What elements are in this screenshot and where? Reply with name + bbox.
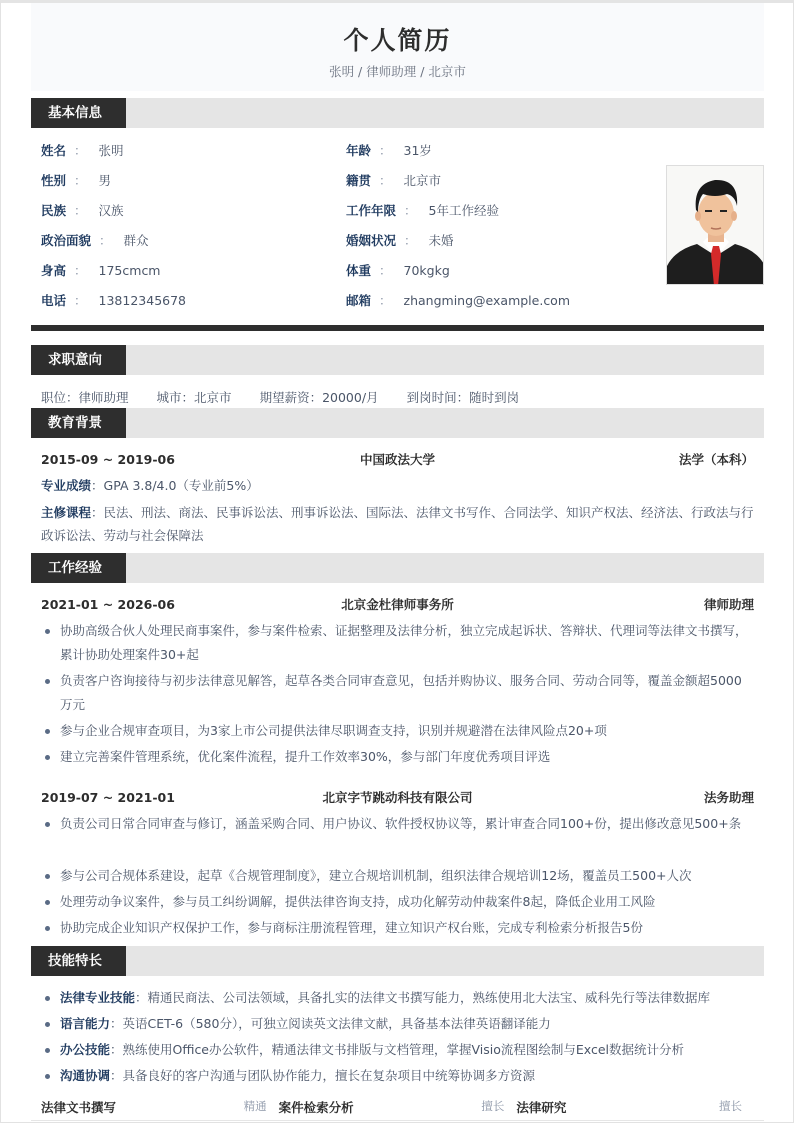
info-hometown: 籍贯 ： 北京市 [346,170,651,200]
list-item: 沟通协调：具备良好的客户沟通与团队协作能力，擅长在复杂项目中统筹协调多方资源 [41,1064,754,1088]
info-value: 5年工作经验 [428,203,499,218]
section-title: 基本信息 [31,98,126,128]
info-value: 群众 [123,233,149,248]
info-label: 邮箱 [346,293,372,308]
list-item: 建立完善案件管理系统，优化案件流程，提升工作效率30%，参与部门年度优秀项目评选 [41,745,754,769]
intent-salary: 期望薪资：20000/月 [259,390,379,405]
skill-name: 法律研究 [516,1100,567,1115]
work-period: 2021-01 ~ 2026-06 [41,597,175,612]
info-label: 体重 [346,263,372,278]
list-item: 协助高级合伙人处理民商事案件，参与案件检索、证据整理及法律分析，独立完成起诉状、答辩状、代理词等法律文书撰写，累计协助处理案件30+起 [41,619,754,667]
skill-level-item [41,1098,279,1116]
education-entry [41,449,754,547]
resume-header [31,3,764,91]
info-label: 政治面貌 [41,233,92,248]
list-item: 语言能力：英语CET-6（580分），可独立阅读英文法律文献，具备基本法律英语翻译能力 [41,1012,754,1036]
work-entry [41,787,754,940]
education-header [41,449,754,471]
intent-availability: 到岗时间：随时到岗 [406,390,520,405]
info-label: 民族 [41,203,67,218]
info-weight: 体重 ： 70kgkg [346,260,651,290]
intent-position: 职位：律师助理 [41,390,129,405]
info-height: 身高 ： 175cmcm [41,260,346,290]
work-title: 律师助理 [703,597,754,612]
work-bullets [41,812,754,940]
info-value: 未婚 [428,233,454,248]
work-header [41,787,754,809]
info-row [41,200,661,230]
section-title: 工作经验 [31,553,126,583]
education-degree: 法学（本科） [678,452,754,467]
resume-page [31,0,764,1115]
basic-info-grid [41,140,661,320]
list-item: 处理劳动争议案件，参与员工纠纷调解，提供法律咨询支持，成功化解劳动仲裁案件8起，降低企业用工风险 [41,890,754,914]
info-phone: 电话 ： 13812345678 [41,290,346,320]
skill-level: 精通 [243,1099,267,1113]
work-entry [41,594,754,769]
list-item: 参与企业合规审查项目，为3家上市公司提供法律尽职调查支持，识别并规避潜在法律风险点20+项 [41,719,754,743]
section-job-intent [31,345,764,375]
info-gender: 性别 ： 男 [41,170,346,200]
work-bullets [41,619,754,769]
info-row [41,170,661,200]
info-value: 男 [98,173,112,188]
info-value: 175cmcm [98,263,161,278]
info-label: 年龄 [346,143,372,158]
info-value: 北京市 [403,173,442,188]
section-skills [31,946,764,976]
info-value: 13812345678 [98,293,187,308]
info-label: 性别 [41,173,67,188]
work-company: 北京金杜律师事务所 [341,597,454,612]
info-value: 31岁 [403,143,432,158]
skills-list [41,986,754,1088]
list-item: 办公技能：熟练使用Office办公软件，精通法律文书排版与文档管理，掌握Visio流程图绘制与Excel数据统计分析 [41,1038,754,1062]
section-title: 求职意向 [31,345,126,375]
intent-city: 城市：北京市 [156,390,232,405]
info-value: zhangming@example.com [403,293,571,308]
info-ethnicity: 民族 ： 汉族 [41,200,346,230]
divider [31,1120,764,1121]
page-subtitle: 张明 / 律师助理 / 北京市 [329,64,466,79]
list-item: 法律专业技能：精通民商法、公司法领域，具备扎实的法律文书撰写能力，熟练使用北大法宝、威科先行等法律数据库 [41,986,754,1010]
info-row [41,260,661,290]
work-period: 2019-07 ~ 2021-01 [41,790,175,805]
info-row [41,230,661,260]
section-work-experience [31,553,764,583]
education-period: 2015-09 ~ 2019-06 [41,452,175,467]
list-item: 参与公司合规体系建设，起草《合规管理制度》，建立合规培训机制，组织法律合规培训12场，覆盖员工500+人次 [41,864,754,888]
info-political: 政治面貌 ： 群众 [41,230,346,260]
info-name: 姓名 ： 张明 [41,140,346,170]
list-item: 负责公司日常合同审查与修订，涵盖采购合同、用户协议、软件授权协议等，累计审查合同100+份，提出修改意见500+条 [41,812,754,862]
section-education [31,408,764,438]
info-label: 工作年限 [346,203,397,218]
education-gpa: 专业成绩：GPA 3.8/4.0（专业前5%） [41,478,259,493]
skill-bullets [41,986,754,1088]
skill-name: 案件检索分析 [278,1100,354,1115]
skill-level: 擅长 [481,1099,505,1113]
education-courses: 主修课程：民法、刑法、商法、民事诉讼法、刑事诉讼法、国际法、法律文书写作、合同法学、知识产权法、经济法、行政法与行政诉讼法、劳动与社会保障法 [41,505,754,543]
list-item: 协助完成企业知识产权保护工作，参与商标注册流程管理，建立知识产权台账，完成专利检索分析报告5份 [41,916,754,940]
skill-level: 擅长 [719,1099,743,1113]
skill-levels [41,1098,754,1116]
section-divider [31,325,764,331]
work-company: 北京字节跳动科技有限公司 [322,790,473,805]
info-value: 汉族 [98,203,124,218]
info-row [41,140,661,170]
info-label: 籍贯 [346,173,372,188]
job-intent-row [41,388,519,406]
info-work-years: 工作年限 ： 5年工作经验 [346,200,651,230]
skill-level-item [516,1098,754,1116]
education-school: 中国政法大学 [359,452,436,467]
page-title: 个人简历 [343,26,452,55]
info-label: 婚姻状况 [346,233,397,248]
section-title: 教育背景 [31,408,126,438]
info-label: 身高 [41,263,67,278]
info-age: 年龄 ： 31岁 [346,140,651,170]
work-title: 法务助理 [703,790,754,805]
info-value: 张明 [98,143,124,158]
work-header [41,594,754,616]
info-value: 70kgkg [403,263,450,278]
skill-level-item [279,1098,517,1116]
info-email: 邮箱 ： zhangming@example.com [346,290,651,320]
info-marital: 婚姻状况 ： 未婚 [346,230,651,260]
person-portrait-icon [667,166,764,285]
section-basic-info [31,98,764,128]
list-item: 负责客户咨询接待与初步法律意见解答，起草各类合同审查意见，包括并购协议、服务合同、劳动合同等，覆盖金额超5000万元 [41,669,754,717]
section-title: 技能特长 [31,946,126,976]
info-label: 电话 [41,293,67,308]
info-label: 姓名 [41,143,67,158]
skill-name: 法律文书撰写 [41,1100,117,1115]
avatar-photo [666,165,764,285]
info-row [41,290,661,320]
